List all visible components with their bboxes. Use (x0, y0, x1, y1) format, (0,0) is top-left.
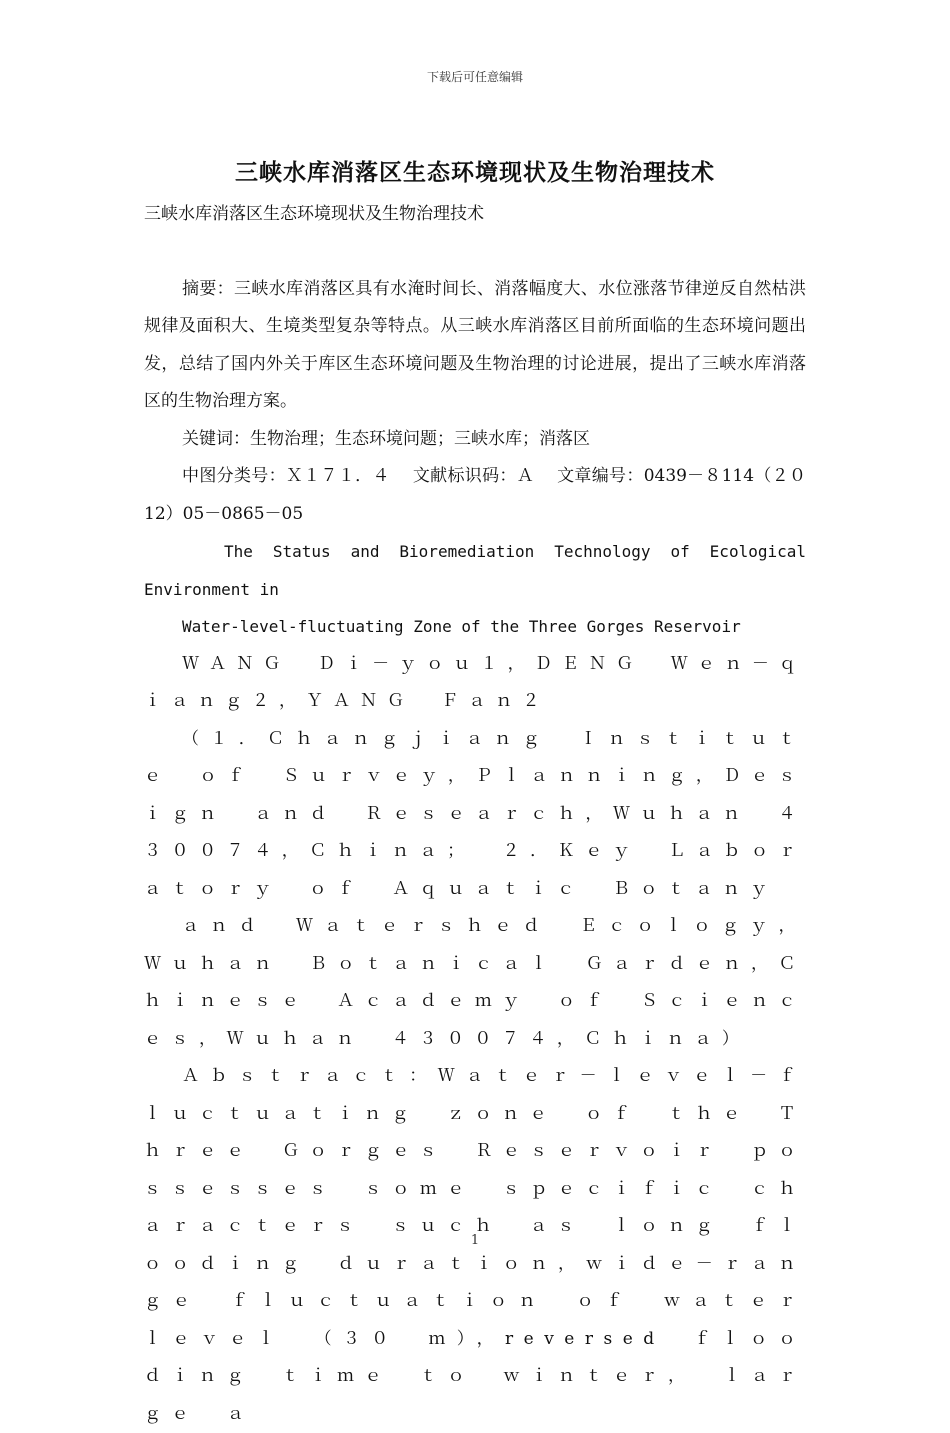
classification-numbers: 中图分类号：Ｘ１７１．４ 文献标识码：Ａ 文章编号：0439－８114（２０12）05－0865－05 (144, 466, 806, 524)
page-header-note: 下载后可任意编辑 (426, 70, 523, 84)
page-number: 1 (470, 1233, 480, 1248)
document-subtitle: 三峡水库消落区生态环境现状及生物治理技术 (144, 204, 484, 224)
affiliation-line-1: （１．Ｃｈａｎｇｊｉａｎｇ Ｉｎｓｔｉｔｕｔｅ ｏｆ Ｓｕｒｖｅｙ，Ｐｌａｎｎｉｎｇ，Ｄｅｓｉｇｎ ａｎｄ Ｒｅｓｅａｒｃｈ，Ｗｕｈａｎ ４３００７４，Ｃｈｉｎａ； ２．Ｋｅｙ Ｌａｂｏｒａｔｏｒｙ ｏｆ Ａｑｕａｔｉｃ Ｂｏｔａｎｙ (144, 728, 806, 899)
english-abstract: Ａｂｓｔｒａｃｔ：Ｗａｔｅｒ－ｌｅｖｅｌ－ｆｌｕｃｔｕａｔｉｎｇ ｚｏｎｅ ｏｆ ｔｈｅ Ｔｈｒｅｅ Ｇｏｒｇｅｓ Ｒｅｓｅｒｖｏｉｒ ｐｏｓｓｅｓｓｅｓ ｓｏｍｅ ｓｐｅｃｉｆｉｃ ｃｈａｒａｃｔｅｒｓ ｓｕｃｈ ａｓ ｌｏｎｇ ｆｌｏｏｄｉｎｇ ｄｕｒａｔｉｏｎ，ｗｉｄｅ－ｒａｎｇｅ ｆｌｕｃｔｕａｔｉｏｎ ｏｆ ｗａｔｅｒ ｌｅｖｅｌ （３０ ｍ），reversed ｆｌｏｏｄｉｎｇ ｔｉｍｅ ｔｏ ｗｉｎｔｅｒ， ｌａｒｇｅ ａ (144, 1066, 806, 1424)
affiliation-line-2: ａｎｄ Ｗａｔｅｒｓｈｅｄ Ｅｃｏｌｏｇｙ，Ｗｕｈａｎ Ｂｏｔａｎｉｃａｌ Ｇａｒｄｅｎ，Ｃｈｉｎｅｓｅ Ａｃａｄｅｍｙ ｏｆ Ｓｃｉｅｎｃｅｓ，Ｗｕｈａｎ ４３００７４，Ｃｈｉｎａ） (144, 916, 806, 1049)
document-title: 三峡水库消落区生态环境现状及生物治理技术 (235, 159, 715, 186)
english-title-line-1: The Status and Bioremediation Technology of Ecological Environment in (144, 542, 806, 599)
chinese-keywords: 关键词：生物治理；生态环境问题；三峡水库；消落区 (182, 428, 590, 449)
english-authors: ＷＡＮＧ Ｄｉ－ｙｏｕ１，ＤＥＮＧ Ｗｅｎ－ｑｉａｎｇ２，ＹＡＮＧ Ｆａｎ２ (144, 653, 806, 711)
chinese-abstract: 摘要：三峡水库消落区具有水淹时间长、消落幅度大、水位涨落节律逆反自然枯洪规律及面积大、生境类型复杂等特点。从三峡水库消落区目前所面临的生态环境问题出发，总结了国内外关于库区生态环境问题及生物治理的讨论进展，提出了三峡水库消落区的生物治理方案。 (144, 278, 806, 411)
english-title-line-2: Water-level-fluctuating Zone of the Three Gorges Reservoir (182, 617, 741, 636)
